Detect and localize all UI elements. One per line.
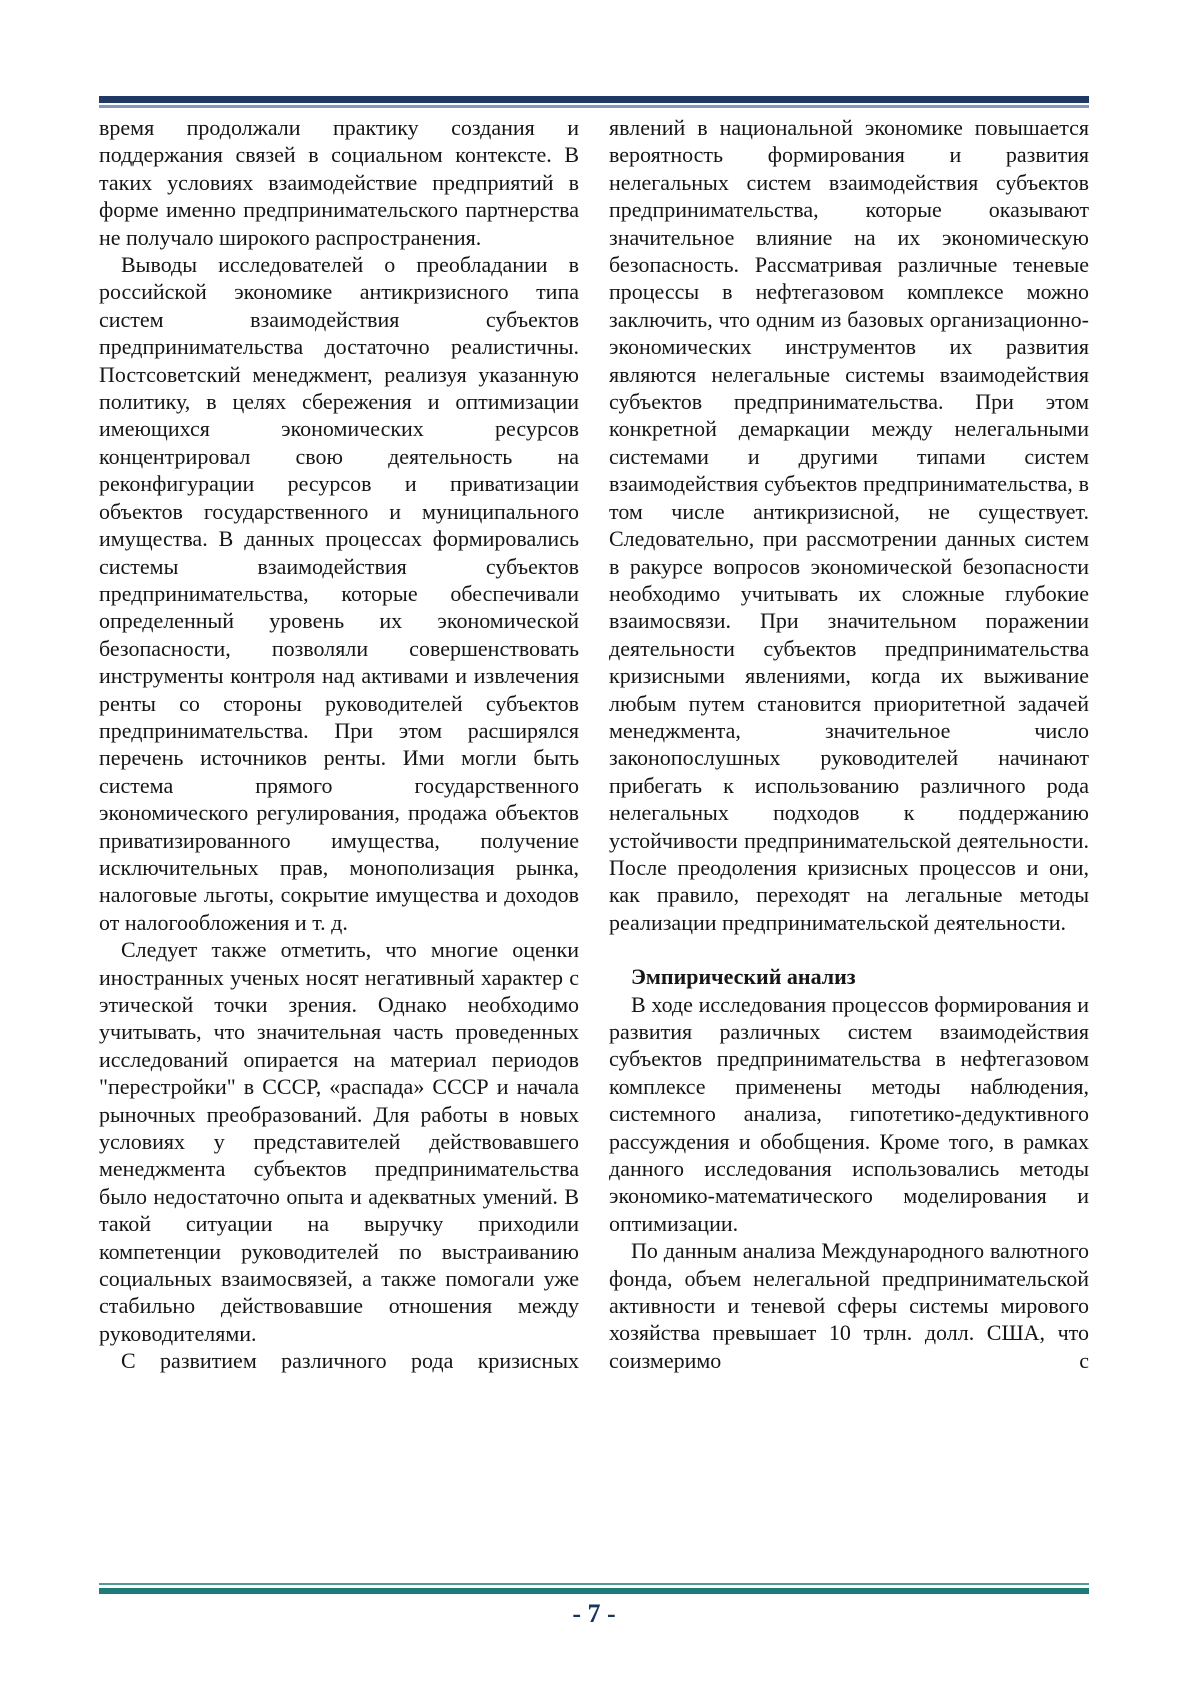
paragraph: Выводы исследователей о преобладании в российской экономике антикризисного типа систем взаимодействия субъектов предпринимательства достаточно реалистичны. Постсоветский менеджмент, реализуя указанную политику, в целях сбережения и оптимизации имеющихся экономических ресурсов концентрировал свою деятельность на реконфигурации ресурсов и приватизации объектов государственного и муниципального имущества. В данных процессах формировались системы взаимодействия субъектов предпринимательства, которые обеспечивали определенный уровень их экономической безопасности, позволяли совершенствовать инструменты контроля над активами и извлечения ренты со стороны руководителей субъектов предпринимательства. При этом расширялся перечень источников ренты. Ими могли быть система прямого государственного экономического регулирования, продажа объектов приватизированного имущества, получение исключительных прав, монополизация рынка, налоговые льготы, сокрытие имущества и доходов от налогообложения и т. д. [99,252,579,935]
paragraph: С развитием различного рода кризисных [121,1348,579,1374]
two-column-text-body [99,114,1089,1375]
header-rule-thick-line [99,96,1089,103]
paragraph: время продолжали практику создания и поддержания связей в социальном контексте. В таких условиях взаимодействие предприятий в форме именно предпринимательского партнерства не получало широкого распространения. [99,115,579,250]
left-column [99,114,579,1375]
footer-rule [99,1583,1089,1594]
footer-rule-thin-line [99,1583,1089,1585]
paragraph: В ходе исследования процессов формирования и развития различных систем взаимодействия субъектов предпринимательства в нефтегазовом комплексе применены методы наблюдения, системного анализа, гипотетико-дедуктивного рассуждения и обобщения. Кроме того, в рамках данного исследования использовались методы экономико-математического моделирования и оптимизации. [609,991,1089,1236]
header-rule-thin-line [99,105,1089,108]
paragraph: явлений в национальной экономике повышается вероятность формирования и развития нелегальных систем взаимодействия субъектов предпринимательства, которые оказывают значительное влияние на их экономическую безопасность. Рассматривая различные теневые процессы в нефтегазовом комплексе можно заключить, что одним из базовых организационно-экономических инструментов их развития являются нелегальные системы взаимодействия субъектов предпринимательства. При этом конкретной демаркации между нелегальными системами и другими типами систем взаимодействия субъектов предпринимательства, в том числе антикризисной, не существует. Следовательно, при рассмотрении данных систем в ракурсе вопросов экономической безопасности необходимо учитывать их сложные глубокие взаимосвязи. При значительном поражении деятельности субъектов предпринимательства кризисными явлениями, когда их выживание любым путем становится приоритетной задачей менеджмента, значительное число законопослушных руководителей начинают прибегать к использованию различного рода нелегальных подходов к поддержанию устойчивости предпринимательской деятельности. После преодоления кризисных процессов и они, как правило, переходят на легальные методы реализации предпринимательской деятельности. [609,115,1089,935]
footer-rule-thick-line [99,1588,1089,1594]
page-number: - 7 - [572,1599,616,1628]
paragraph: Следует также отметить, что многие оценки иностранных ученых носят негативный характер с этической точки зрения. Однако необходимо учитывать, что значительная часть проведенных исследований опирается на материал периодов "перестройки" в СССР, «распада» СССР и начала рыночных преобразований. Для работы в новых условиях у представителей действовавшего менеджмента субъектов предпринимательства было недостаточно опыта и адекватных умений. В такой ситуации на выручку приходили компетенции руководителей по выстраиванию социальных взаимосвязей, а также помогали уже стабильно действовавшие отношения между руководителями. [99,937,579,1346]
section-heading: Эмпирический анализ [631,964,856,990]
right-column [609,114,1089,1375]
paragraph: По данным анализа Международного валютного фонда, объем нелегальной предпринимательской активности и теневой сферы системы мирового хозяйства превышает 10 трлн. долл. США, что соизмеримо с [609,1238,1089,1373]
header-rule [99,96,1089,108]
